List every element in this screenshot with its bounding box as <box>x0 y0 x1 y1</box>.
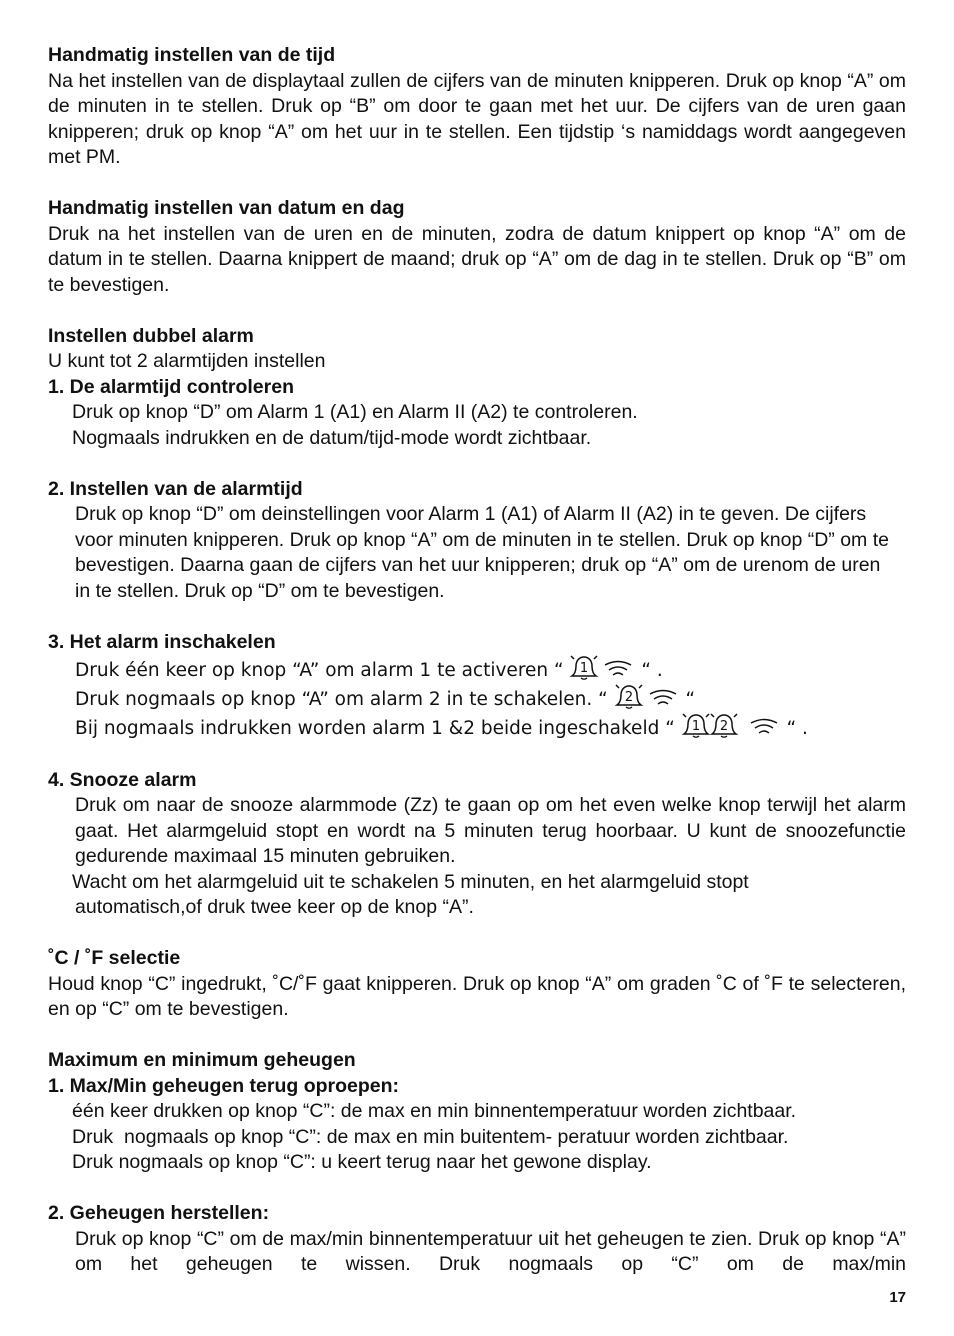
section-heading-time: Handmatig instellen van de tijd <box>48 44 336 66</box>
enable-alarm-text-end: “ <box>685 689 696 710</box>
alarm-1-2-icon <box>681 713 781 739</box>
snooze-line: Wacht om het alarmgeluid uit te schakelen 5 minuten, en het alarmgeluid stopt <box>72 870 749 893</box>
alarm-icon-label: 2 <box>624 690 633 705</box>
subheading-enable-alarm: 3. Het alarm inschakelen <box>48 630 276 653</box>
alarm-icon-label: 1 <box>580 661 589 676</box>
set-alarm-body: Druk op knop “D” om deinstellingen voor Alarm 1 (A1) of Alarm II (A2) in te geven. De cijfers voor minuten knipperen. Druk op knop “A” om de minuten in te stellen. Druk op knop “D” om te bevestigen. Daarna gaan de cijfers van het uur knipperen; druk op “A” om de urenom de uren in te stellen. Druk op “D” om te bevestigen. <box>75 503 889 602</box>
check-alarm-line: Nogmaals indrukken en de datum/tijd-mode wordt zichtbaar. <box>72 426 592 449</box>
section-body-temp-unit: Houd knop “C” ingedrukt, ˚C/˚F gaat knipperen. Druk op knop “A” om graden ˚C of ˚F te selecteren, en op “C” om te bevestigen. <box>48 972 906 1020</box>
section-heading-dual-alarm: Instellen dubbel alarm <box>48 324 254 347</box>
section-heading-date: Handmatig instellen van datum en dag <box>48 197 405 219</box>
subheading-set-alarm: 2. Instellen van de alarmtijd <box>48 477 303 500</box>
alarm-icon-label: 1 <box>691 719 700 734</box>
section-heading-memory: Maximum en minimum geheugen <box>48 1049 356 1071</box>
subheading-reset-memory: 2. Geheugen herstellen: <box>48 1202 270 1224</box>
check-alarm-line: Druk op knop “D” om Alarm 1 (A1) en Alarm II (A2) te controleren. <box>72 401 638 423</box>
subheading-check-alarm: 1. De alarmtijd controleren <box>48 375 294 398</box>
recall-memory-line: Druk nogmaals op knop “C”: u keert terug naar het gewone display. <box>72 1151 652 1173</box>
section-body-time: Na het instellen van de displaytaal zullen de cijfers van de minuten knipperen. Druk op knop “A” om de minuten in te stellen. Druk op “B” om door te gaan met het uur. De cijfers van de uren gaan knipperen; druk op knop “A” om het uur in te stellen. Een tijdstip ‘s namiddags wordt aangegeven met PM. <box>48 69 906 168</box>
enable-alarm-line-2 <box>48 684 906 713</box>
recall-memory-line: één keer drukken op knop “C”: de max en min binnentemperatuur worden zichtbaar. <box>72 1100 797 1122</box>
enable-alarm-text-end: “ . <box>786 718 808 739</box>
page-number: 17 <box>889 1289 906 1306</box>
alarm-icon-label: 2 <box>719 719 728 734</box>
snooze-body: Druk om naar de snooze alarmmode (Zz) te gaan op om het even welke knop terwijl het alarm gaat. Het alarmgeluid stopt en wordt na 5 minuten terug hoorbaar. U kunt de snoozefunctie gedurende maximaal 15 minuten gebruiken. <box>75 794 906 867</box>
section-heading-temp-unit: ˚C / ˚F selectie <box>48 947 181 969</box>
alarm-2-icon <box>614 684 680 710</box>
enable-alarm-text: Druk nogmaals op knop “A” om alarm 2 in te schakelen. “ <box>75 689 608 710</box>
section-body-date: Druk na het instellen van de uren en de minuten, zodra de datum knippert op knop “A” om de datum in te stellen. Daarna knippert de maand; druk op “A” om de dag in te stellen. Druk op “B” om te bevestigen. <box>48 222 906 296</box>
enable-alarm-text: Bij nogmaals indrukken worden alarm 1 &2 beide ingeschakeld “ <box>75 718 675 739</box>
page-content <box>48 43 906 1278</box>
enable-alarm-text-end: “ . <box>641 660 663 681</box>
recall-memory-line: Druk nogmaals op knop “C”: de max en min buitentem- peratuur worden zichtbaar. <box>72 1125 789 1148</box>
reset-memory-body: Druk op knop “C” om de max/min binnentemperatuur uit het geheugen te zien. Druk op knop “A” om het geheugen te wissen. Druk nogmaals op “C” om de max/min <box>75 1227 906 1275</box>
enable-alarm-line-3 <box>48 713 906 742</box>
enable-alarm-line-1 <box>48 655 906 684</box>
subheading-recall-memory: 1. Max/Min geheugen terug oproepen: <box>48 1074 400 1097</box>
alarm-1-icon <box>569 655 635 681</box>
snooze-line: automatisch,of druk twee keer op de knop “A”. <box>75 896 474 918</box>
dual-alarm-intro: U kunt tot 2 alarmtijden instellen <box>48 350 326 372</box>
enable-alarm-text: Druk één keer op knop “A” om alarm 1 te activeren “ <box>75 660 564 681</box>
subheading-snooze: 4. Snooze alarm <box>48 768 197 791</box>
